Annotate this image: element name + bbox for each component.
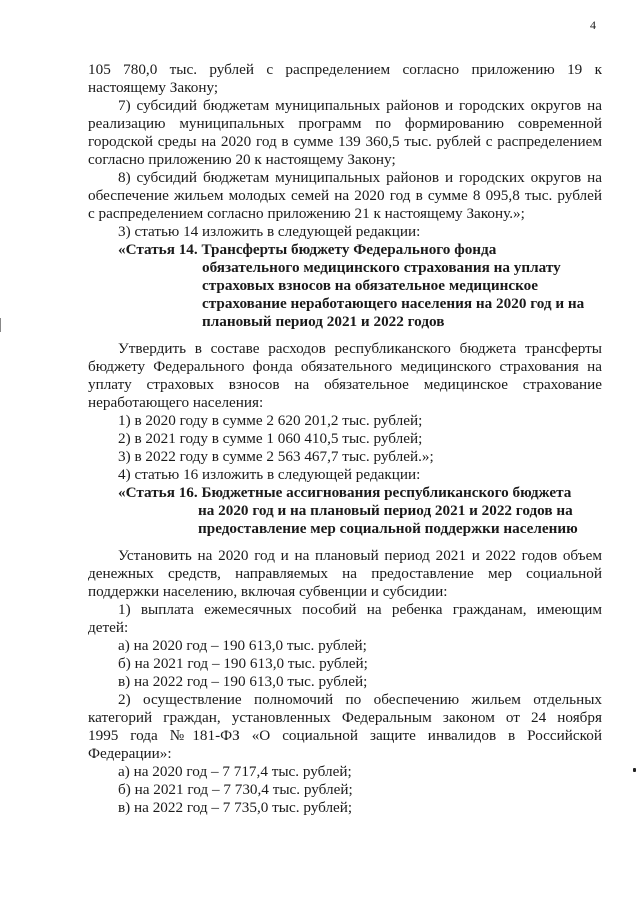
list-item: 3) в 2022 году в сумме 2 563 467,7 тыс. рублей.»; bbox=[118, 448, 434, 465]
text-line: категорий граждан, установленных Федеральным законом от 24 ноября bbox=[88, 709, 602, 726]
text-line: 1) выплата ежемесячных пособий на ребенка гражданам, имеющим bbox=[118, 601, 602, 618]
article-heading: страховых взносов на обязательное медицинское bbox=[202, 277, 539, 294]
text-line: поддержки населению, включая субвенции и субсидии: bbox=[88, 583, 448, 600]
page-number: 4 bbox=[590, 18, 596, 32]
list-item: б) на 2021 год – 190 613,0 тыс. рублей; bbox=[118, 655, 368, 672]
text-line: реализацию муниципальных программ по формированию современной bbox=[88, 115, 602, 132]
list-item: 1) в 2020 году в сумме 2 620 201,2 тыс. рублей; bbox=[118, 412, 423, 429]
text-line: 4) статью 16 изложить в следующей редакции: bbox=[118, 466, 421, 483]
article-heading: на 2020 год и на плановый период 2021 и 2022 годов на bbox=[198, 502, 573, 519]
text-line: 105 780,0 тыс. рублей с распределением согласно приложению 19 к bbox=[88, 61, 602, 78]
text-line: 1995 года №181-ФЗ «О социальной защите инвалидов в Российской bbox=[88, 727, 602, 744]
article-heading: обязательного медицинского страхования на уплату bbox=[202, 259, 561, 276]
text-line: детей: bbox=[88, 619, 129, 636]
text-line: обеспечение жильем молодых семей на 2020 год в сумме 8 095,8 тыс. рублей bbox=[88, 187, 602, 204]
text-line: 2) осуществление полномочий по обеспечению жильем отдельных bbox=[118, 691, 602, 708]
text-line: 8) субсидий бюджетам муниципальных районов и городских округов на bbox=[118, 169, 602, 186]
text-line: настоящему Закону; bbox=[88, 79, 219, 96]
scan-dot bbox=[633, 768, 636, 772]
list-item: в) на 2022 год – 7 735,0 тыс. рублей; bbox=[118, 799, 353, 816]
article-heading: «Статья 14. Трансферты бюджету Федерального фонда bbox=[118, 241, 497, 258]
text-line: Установить на 2020 год и на плановый период 2021 и 2022 годов объем bbox=[118, 547, 602, 564]
article-heading: предоставление мер социальной поддержки населению bbox=[198, 520, 578, 537]
text-line: неработающего населения: bbox=[88, 394, 264, 411]
text-line: Федерации»: bbox=[88, 745, 172, 762]
text-line: бюджету Федерального фонда обязательного медицинского страхования на bbox=[88, 358, 602, 375]
list-item: в) на 2022 год – 190 613,0 тыс. рублей; bbox=[118, 673, 368, 690]
text-line: денежных средств, направляемых на предоставление мер социальной bbox=[88, 565, 602, 582]
text-line: Утвердить в составе расходов республиканского бюджета трансферты bbox=[118, 340, 602, 357]
text-line: 7) субсидий бюджетам муниципальных районов и городских округов на bbox=[118, 97, 602, 114]
text-line: с распределением согласно приложению 21 к настоящему Закону.»; bbox=[88, 205, 525, 222]
text-line: городской среды на 2020 год в сумме 139 360,5 тыс. рублей с распределением bbox=[88, 133, 602, 150]
list-item: 2) в 2021 году в сумме 1 060 410,5 тыс. рублей; bbox=[118, 430, 423, 447]
article-heading: плановый период 2021 и 2022 годов bbox=[202, 313, 445, 330]
text-line: согласно приложению 20 к настоящему Закону; bbox=[88, 151, 396, 168]
article-heading: «Статья 16. Бюджетные ассигнования республиканского бюджета bbox=[118, 484, 572, 501]
list-item: б) на 2021 год – 7 730,4 тыс. рублей; bbox=[118, 781, 353, 798]
list-item: а) на 2020 год – 190 613,0 тыс. рублей; bbox=[118, 637, 367, 654]
scan-mark bbox=[0, 318, 1, 332]
article-heading: страхование неработающего населения на 2020 год и на bbox=[202, 295, 585, 312]
text-line: уплату страховых взносов на обязательное медицинское страхование bbox=[88, 376, 602, 393]
list-item: а) на 2020 год – 7 717,4 тыс. рублей; bbox=[118, 763, 352, 780]
text-line: 3) статью 14 изложить в следующей редакции: bbox=[118, 223, 421, 240]
